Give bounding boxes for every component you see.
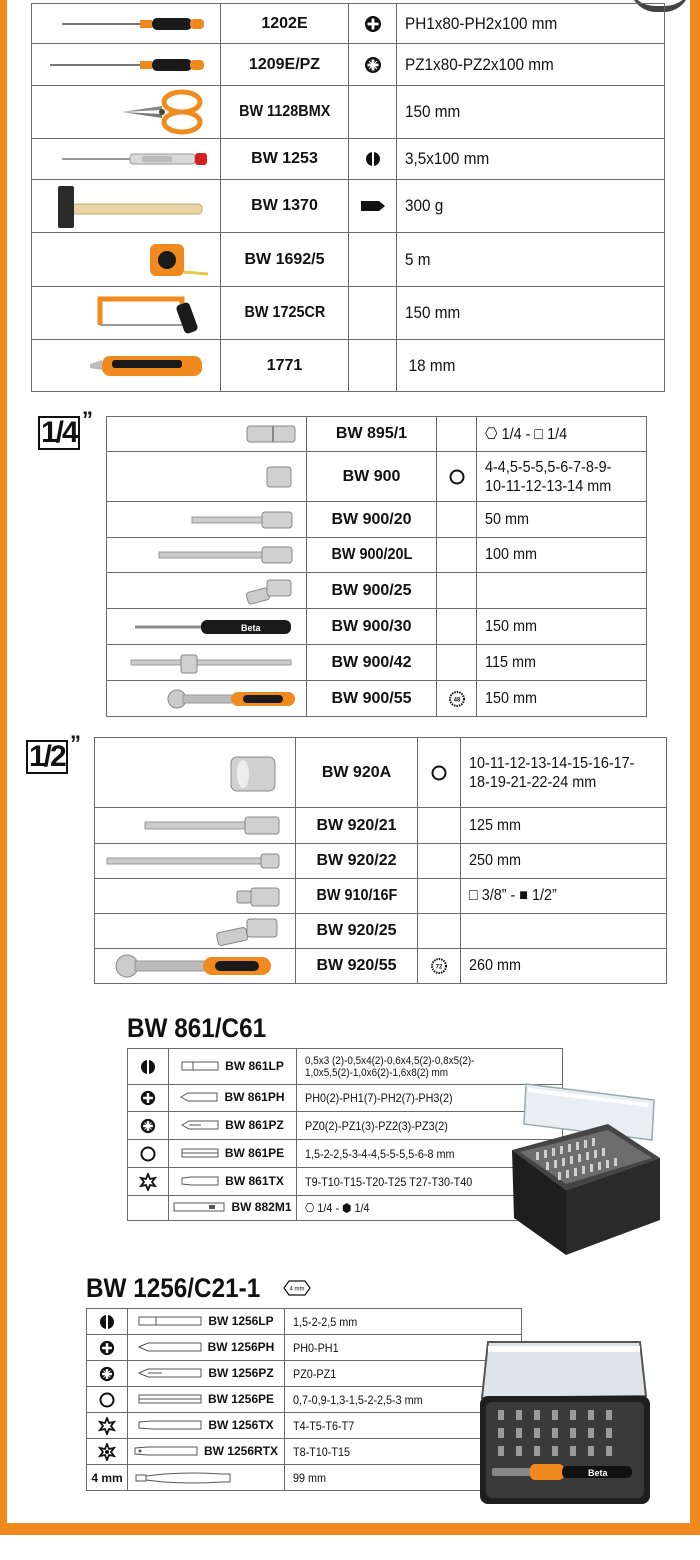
item-description: 125 mm [469, 816, 522, 834]
bit-description: T8-T10-T15 [293, 1444, 351, 1459]
socket-icon [107, 452, 307, 502]
item-code: BW 895/1 [307, 417, 437, 452]
pozidriv-icon [128, 1112, 169, 1140]
hex-icon [128, 1140, 169, 1168]
item-code: BW 920/22 [296, 844, 418, 879]
universal-joint-icon [107, 573, 307, 609]
torx-tamper-icon [87, 1439, 128, 1465]
table-row [107, 645, 647, 681]
drive-size-label: 1/2 [26, 740, 68, 774]
item-code: BW 1725CR [244, 304, 325, 321]
tape-measure-icon [32, 233, 221, 287]
item-code: BW 1692/5 [221, 233, 349, 287]
bit-description: 1,5-2-2,5 mm [293, 1314, 358, 1329]
item-description: 5 m [405, 249, 431, 269]
bit-code: BW 1256PH [207, 1339, 275, 1354]
table-row [32, 180, 665, 233]
bit-code: BW 1256PZ [208, 1365, 274, 1380]
orange-frame-right [690, 0, 700, 1535]
table-row [32, 287, 665, 340]
hex-circle-icon [418, 738, 461, 808]
hex-icon [87, 1387, 128, 1413]
bit-description: PZ0-PZ1 [293, 1366, 337, 1381]
pozidriv-icon [349, 44, 397, 86]
table-row [87, 1465, 522, 1491]
bit-code: BW 861PZ [225, 1117, 284, 1132]
item-code: BW 900/25 [307, 573, 437, 609]
ratchet-icon [95, 949, 296, 984]
bit-code: BW 861PH [224, 1090, 285, 1104]
torx-icon [128, 1168, 169, 1196]
item-code: BW 900/30 [307, 609, 437, 645]
bit-icon [134, 1445, 200, 1457]
bit-code: BW 1256LP [208, 1313, 274, 1328]
item-description: 115 mm [485, 653, 536, 671]
bit-description: 0,7-0,9-1,3-1,5-2-2,5-3 mm [293, 1392, 423, 1407]
hammer-head-icon [349, 180, 397, 233]
torx-icon [87, 1413, 128, 1439]
phillips-icon [349, 4, 397, 44]
adapter-icon [107, 417, 307, 452]
item-description-line: 4-4,5-5-5,5-6-7-8-9- [485, 458, 612, 476]
bit-icon [181, 1060, 221, 1072]
brand-logo: Beta [588, 1468, 608, 1478]
item-description-line: 10-11-12-13-14-15-16-17- [469, 754, 635, 772]
hex-size-badge-icon [283, 1280, 311, 1296]
table-row [32, 86, 665, 139]
set-title: BW 1256/C21-1 [86, 1273, 261, 1303]
inch-mark: ” [82, 407, 93, 432]
item-code: BW 1128BMX [238, 103, 331, 120]
teeth-count: 48 [453, 697, 460, 703]
bit-icon [138, 1393, 204, 1405]
hex-circle-icon [437, 452, 477, 502]
table-row [107, 609, 647, 645]
extension-bar-icon [95, 808, 296, 844]
item-description: ⎔ 1/4 - □ 1/4 [485, 426, 568, 443]
phillips-icon [87, 1335, 128, 1361]
item-code: BW 920/21 [296, 808, 418, 844]
size-cell: 4 mm [87, 1465, 128, 1491]
table-row [95, 914, 667, 949]
orange-frame-left [0, 0, 7, 1535]
drive-size-label: 1/4 [38, 416, 80, 450]
table-row [107, 573, 647, 609]
ratchet-teeth-icon [437, 681, 477, 717]
item-code: BW 920/25 [296, 914, 418, 949]
item-description: 3,5x100 mm [405, 149, 490, 168]
slotted-icon [349, 139, 397, 180]
item-description: PH1x80-PH2x100 mm [405, 13, 558, 33]
item-description: 50 mm [485, 510, 530, 528]
brand-logo: Beta [241, 622, 261, 633]
bit-case-photo [476, 1080, 662, 1260]
bit-icon [181, 1147, 221, 1159]
universal-joint-icon [95, 914, 296, 949]
item-code: BW 1253 [221, 139, 349, 180]
ratchet-teeth-icon [418, 949, 461, 984]
table-row [95, 738, 667, 808]
table-row [95, 808, 667, 844]
slotted-icon [128, 1049, 169, 1085]
item-description: PZ1x80-PZ2x100 mm [405, 54, 554, 74]
half-drive-table [94, 737, 667, 984]
table-row [107, 681, 647, 717]
orange-frame-bottom [0, 1523, 700, 1535]
socket-icon [95, 738, 296, 808]
phillips-icon [128, 1085, 169, 1112]
bit-icon [138, 1315, 204, 1327]
bit-description-line: 0,5x3 (2)-0,5x4(2)-0,6x4,5(2)-0,8x5(2)- [305, 1054, 475, 1067]
table-row [87, 1361, 522, 1387]
bit-description: ⎔ 1/4 - ⬢ 1/4 [305, 1201, 370, 1215]
screwdriver-icon [32, 4, 221, 44]
item-code: BW 1370 [221, 180, 349, 233]
utility-knife-icon [32, 340, 221, 392]
extension-bar-icon [107, 538, 307, 573]
table-row [87, 1335, 522, 1361]
item-description: 150 mm [485, 617, 538, 635]
micro-handle-icon [128, 1465, 285, 1491]
item-code: BW 920A [296, 738, 418, 808]
bit-description: T9-T10-T15-T20-T25 T27-T30-T40 [305, 1174, 473, 1189]
table-row [95, 879, 667, 914]
item-code: BW 910/16F [316, 887, 397, 904]
bit-icon [181, 1119, 221, 1131]
item-description: 260 mm [469, 957, 522, 974]
bit-description: 1,5-2-2,5-3-4-4,5-5-5,5-6-8 mm [305, 1146, 455, 1161]
bit-icon [138, 1341, 204, 1353]
table-row [32, 233, 665, 287]
quarter-drive-table [106, 416, 647, 717]
micro-bit-case-photo [468, 1336, 662, 1512]
extension-bar-icon [107, 502, 307, 538]
table-row [32, 44, 665, 86]
voltage-tester-icon [32, 139, 221, 180]
bit-set-21-table [86, 1308, 522, 1491]
bit-code: BW 1256PE [207, 1391, 275, 1406]
teeth-count: 72 [435, 964, 443, 971]
bit-code: BW 1256TX [208, 1417, 274, 1432]
bit-icon [138, 1367, 204, 1379]
bit-description: T4-T5-T6-T7 [293, 1418, 355, 1433]
bit-code: BW 861PE [224, 1145, 285, 1160]
hacksaw-icon [32, 287, 221, 340]
item-description-line: 18-19-21-22-24 mm [469, 773, 597, 791]
driver-handle-icon [107, 609, 307, 645]
bit-icon [138, 1419, 204, 1431]
table-row [87, 1387, 522, 1413]
bit-code: BW 861LP [225, 1058, 284, 1073]
table-row [95, 949, 667, 984]
item-code: BW 900/20 [307, 502, 437, 538]
bit-icon [181, 1175, 221, 1187]
extension-bar-icon [95, 844, 296, 879]
item-code: BW 900 [307, 452, 437, 502]
hand-tools-table [31, 3, 665, 392]
table-row [87, 1413, 522, 1439]
item-description: 250 mm [469, 852, 522, 869]
table-row [32, 340, 665, 392]
bit-code: BW 1256RTX [203, 1443, 279, 1458]
bit-code: BW 882M1 [231, 1200, 292, 1214]
ratchet-icon [107, 681, 307, 717]
pozidriv-icon [87, 1361, 128, 1387]
table-row [107, 417, 647, 452]
bit-description: PH0(2)-PH1(7)-PH2(7)-PH3(2) [305, 1091, 453, 1105]
table-row [87, 1439, 522, 1465]
slotted-icon [87, 1309, 128, 1335]
table-row [32, 139, 665, 180]
item-description: 300 g [405, 196, 444, 215]
item-description: 150 mm [405, 303, 461, 322]
item-code: 1771 [221, 340, 349, 392]
bit-description: PZ0(2)-PZ1(3)-PZ2(3)-PZ3(2) [305, 1118, 448, 1133]
table-row [87, 1309, 522, 1335]
item-code: BW 920/55 [296, 949, 418, 984]
bit-description-line: 1,0x5,5(2)-1,0x6(2)-1,6x8(2) mm [305, 1066, 449, 1079]
item-description: 150 mm [485, 689, 538, 707]
table-row [107, 538, 647, 573]
sliding-t-bar-icon [107, 645, 307, 681]
adapter-icon [95, 879, 296, 914]
table-row [107, 502, 647, 538]
bit-description: PH0-PH1 [293, 1340, 339, 1355]
item-description: □ 3/8” - ■ 1/2” [469, 887, 557, 904]
item-code: 1202E [221, 4, 349, 44]
hex-size-badge: 4 mm [289, 1286, 305, 1293]
item-description: 100 mm [485, 546, 538, 563]
hammer-icon [32, 180, 221, 233]
bit-description: 99 mm [293, 1470, 327, 1485]
item-code: BW 900/55 [307, 681, 437, 717]
item-code: 1209E/PZ [221, 44, 349, 86]
item-code: BW 900/20L [331, 546, 412, 563]
bit-holder-icon [173, 1201, 227, 1213]
bit-code: BW 861TX [225, 1173, 284, 1188]
inch-mark: ” [70, 731, 81, 756]
table-row [32, 4, 665, 44]
set-title: BW 861/C61 [127, 1013, 267, 1043]
bit-icon [180, 1091, 220, 1103]
item-description-line: 10-11-12-13-14 mm [485, 477, 612, 495]
item-description: 18 mm [408, 355, 456, 375]
item-description: 150 mm [405, 102, 461, 121]
item-code: BW 900/42 [307, 645, 437, 681]
scissors-icon [32, 86, 221, 139]
screwdriver-icon [32, 44, 221, 86]
table-row [95, 844, 667, 879]
table-row [107, 452, 647, 502]
